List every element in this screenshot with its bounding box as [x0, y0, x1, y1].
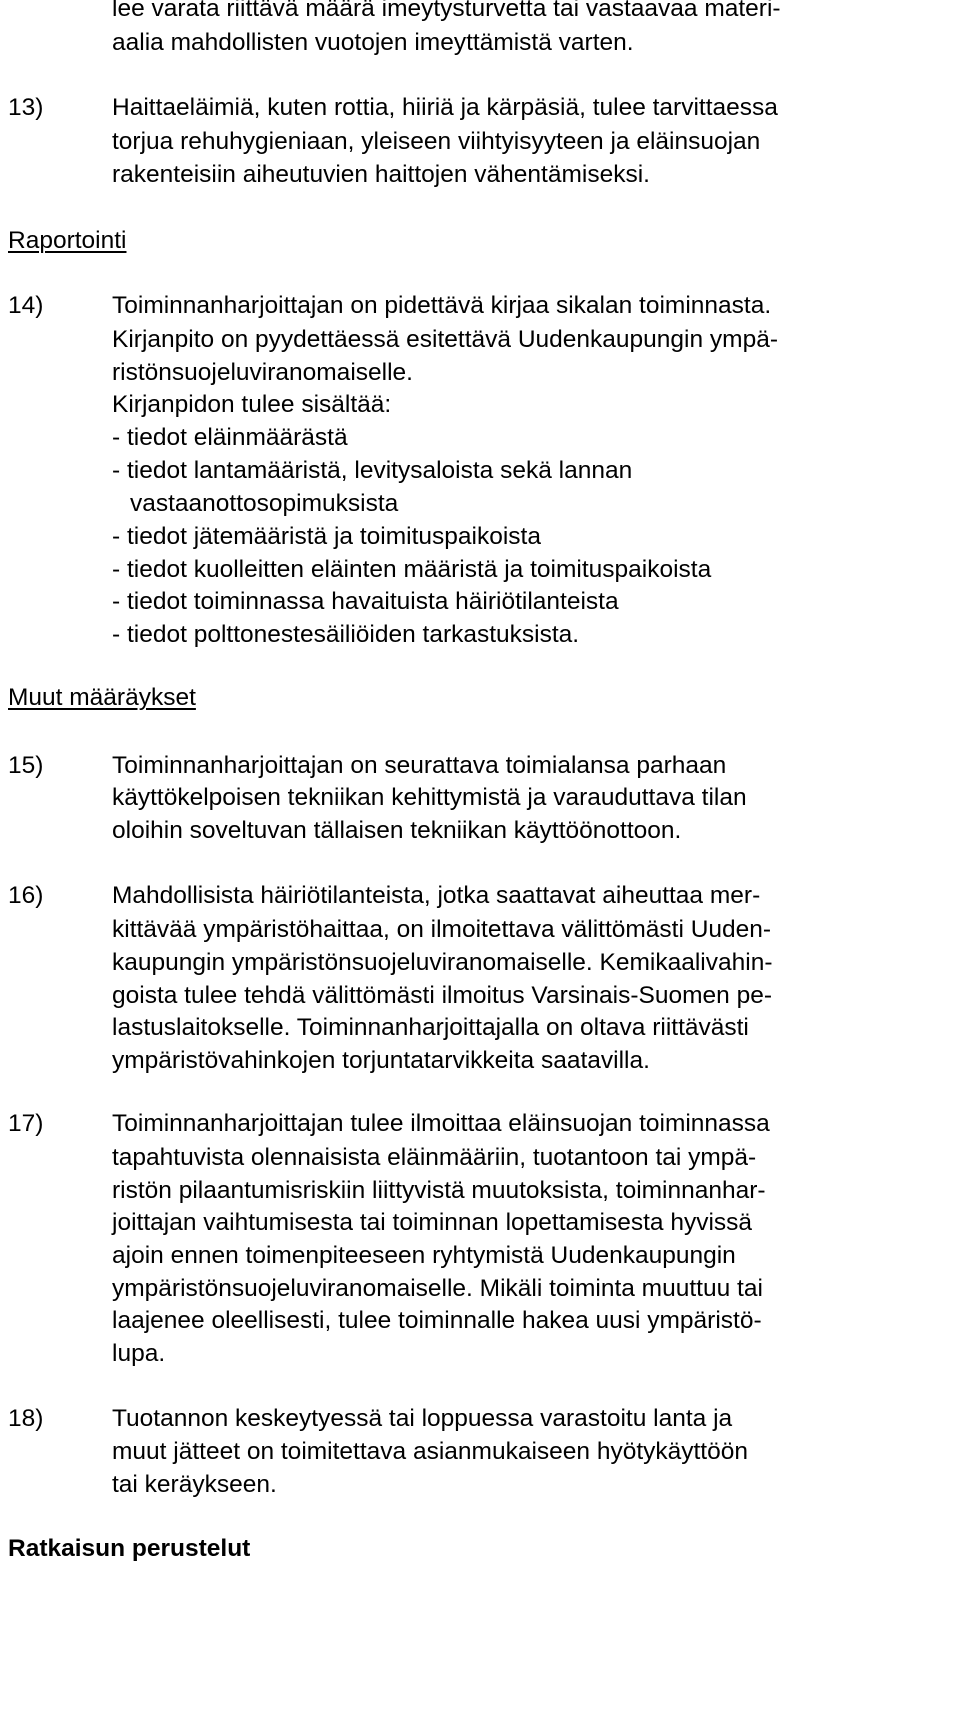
paragraph-line: Toiminnanharjoittajan on seurattava toimialansa parhaan [112, 752, 727, 779]
paragraph-line: kittävää ympäristöhaittaa, on ilmoitettava välittömästi Uuden- [112, 916, 772, 943]
item-number-16: 16) [8, 882, 44, 909]
paragraph-line: ympäristönsuojeluviranomaiselle. Mikäli toiminta muuttuu tai [112, 1275, 763, 1302]
paragraph-line: rakenteisiin aiheutuvien haittojen vähentämiseksi. [112, 161, 650, 188]
section-heading-ratkaisun-perustelut: Ratkaisun perustelut [8, 1535, 251, 1562]
paragraph-line: Tuotannon keskeytyessä tai loppuessa varastoitu lanta ja [112, 1405, 733, 1432]
paragraph-line: Kirjanpito on pyydettäessä esitettävä Uudenkaupungin ympä- [112, 326, 778, 353]
paragraph-line: ympäristövahinkojen torjuntatarvikkeita saatavilla. [112, 1047, 650, 1074]
paragraph-line: Toiminnanharjoittajan tulee ilmoittaa eläinsuojan toiminnassa [112, 1110, 770, 1137]
list-item: - tiedot jätemääristä ja toimituspaikoista [112, 523, 541, 550]
item-number-18: 18) [8, 1405, 44, 1432]
section-heading-muut-maaraykset: Muut määräykset [8, 684, 196, 711]
paragraph-line: oloihin soveltuvan tällaisen tekniikan käyttöönottoon. [112, 817, 682, 844]
paragraph-line: Toiminnanharjoittajan on pidettävä kirjaa sikalan toiminnasta. [112, 292, 772, 319]
paragraph-line: muut jätteet on toimitettava asianmukaiseen hyötykäyttöön [112, 1438, 748, 1465]
list-item: - tiedot kuolleitten eläinten määristä ja toimituspaikoista [112, 556, 712, 583]
paragraph-line: ajoin ennen toimenpiteeseen ryhtymistä Uudenkaupungin [112, 1242, 736, 1269]
paragraph-line: joittajan vaihtumisesta tai toiminnan lopettamisesta hyvissä [112, 1209, 753, 1236]
paragraph-line: lastuslaitokselle. Toiminnanharjoittajalla on oltava riittävästi [112, 1014, 749, 1041]
paragraph-line: aalia mahdollisten vuotojen imeyttämistä varten. [112, 29, 634, 56]
list-item: - tiedot polttonestesäiliöiden tarkastuksista. [112, 621, 580, 648]
paragraph-line: Mahdollisista häiriötilanteista, jotka saattavat aiheuttaa mer- [112, 882, 761, 909]
paragraph-line: laajenee oleellisesti, tulee toiminnalle hakea uusi ympäristö- [112, 1307, 762, 1334]
list-item: - tiedot toiminnassa havaituista häiriötilanteista [112, 588, 619, 615]
paragraph-line: Kirjanpidon tulee sisältää: [112, 391, 392, 418]
paragraph-line: ristönsuojeluviranomaiselle. [112, 359, 413, 386]
paragraph-line: goista tulee tehdä välittömästi ilmoitus Varsinais-Suomen pe- [112, 982, 773, 1009]
paragraph-line: käyttökelpoisen tekniikan kehittymistä ja varauduttava tilan [112, 784, 747, 811]
paragraph-line: tai keräykseen. [112, 1471, 277, 1498]
list-item: - tiedot eläinmäärästä [112, 424, 348, 451]
item-number-13: 13) [8, 94, 44, 121]
item-number-15: 15) [8, 752, 44, 779]
list-item: - tiedot lantamääristä, levitysaloista sekä lannan [112, 457, 633, 484]
paragraph-line: kaupungin ympäristönsuojeluviranomaiselle. Kemikaalivahin- [112, 949, 773, 976]
list-item-continuation: vastaanottosopimuksista [130, 490, 399, 517]
item-number-14: 14) [8, 292, 44, 319]
paragraph-line: lee varata riittävä määrä imeytysturvetta tai vastaavaa materi- [112, 0, 781, 22]
paragraph-line: Haittaeläimiä, kuten rottia, hiiriä ja kärpäsiä, tulee tarvittaessa [112, 94, 778, 121]
paragraph-line: lupa. [112, 1340, 166, 1367]
paragraph-line: torjua rehuhygieniaan, yleiseen viihtyisyyteen ja eläinsuojan [112, 128, 761, 155]
section-heading-raportointi: Raportointi [8, 227, 127, 254]
item-number-17: 17) [8, 1110, 44, 1137]
paragraph-line: tapahtuvista olennaisista eläinmääriin, tuotantoon tai ympä- [112, 1144, 757, 1171]
paragraph-line: ristön pilaantumisriskiin liittyvistä muutoksista, toiminnanhar- [112, 1177, 766, 1204]
